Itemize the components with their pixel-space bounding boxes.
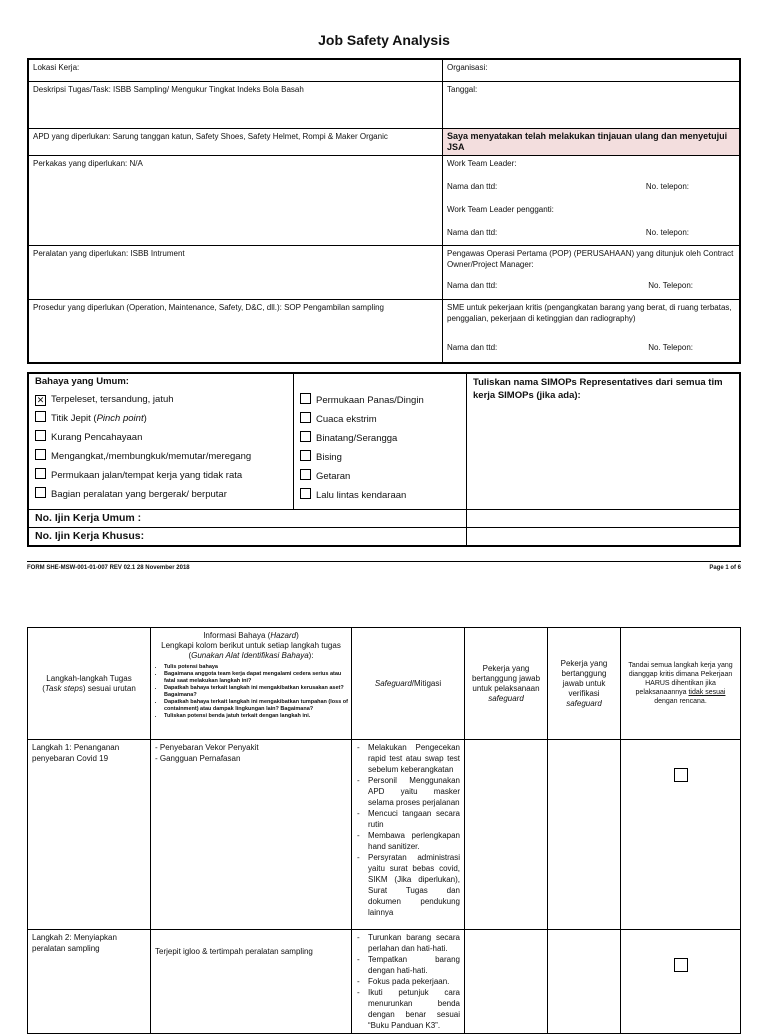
- sme-nama-ttd: Nama dan ttd:: [447, 342, 498, 352]
- left-hazard-item: [35, 430, 287, 444]
- jsa-steps-table: [27, 627, 741, 1034]
- step-2-critical: [621, 930, 741, 1034]
- col-responsible-header: Pekerja yang bertanggung jawab untuk pelaksanaan safeguard: [465, 628, 548, 740]
- page-footer: [27, 565, 741, 571]
- hazard-label: Terpeleset, tersandung, jatuh: [51, 394, 174, 405]
- hazard-checkbox[interactable]: [300, 393, 311, 404]
- wtl-label: Work Team Leader:: [447, 158, 517, 168]
- wtl-sign-row: [447, 181, 735, 192]
- ijin-umum-label: No. Ijin Kerja Umum :: [28, 510, 467, 528]
- tanggal-cell: Tanggal:: [443, 81, 741, 128]
- hazard-label: Permukaan jalan/tempat kerja yang tidak rata: [51, 470, 243, 481]
- mitigation-item: - Membawa perlengkapan hand sanitizer.: [368, 830, 460, 852]
- left-hazard-item: [35, 487, 287, 501]
- step-1-label: Langkah 1: Penanganan penyebaran Covid 19: [28, 740, 151, 930]
- hazard-checkbox[interactable]: [300, 431, 311, 442]
- sme-cell: [443, 299, 741, 363]
- hazard-guidance-item: • Tuliskan potensi benda jatuh terkait dengan langkah ini.: [164, 713, 348, 720]
- perkakas-cell: Perkakas yang diperlukan: N/A: [28, 155, 443, 245]
- col-verifier-header: Pekerja yang bertanggung jawab untuk verifikasi safeguard: [548, 628, 621, 740]
- right-hazard-item: [300, 469, 460, 483]
- hazard-checkbox[interactable]: [35, 449, 46, 460]
- pengawas-no-telepon: No. Telepon:: [648, 280, 693, 290]
- page-number: Page 1 of 6: [709, 565, 741, 571]
- hazard-checkbox[interactable]: [35, 487, 46, 498]
- step-1-verifier[interactable]: [548, 740, 621, 930]
- right-hazard-item: [300, 450, 460, 464]
- hazard-label: Bagian peralatan yang bergerak/ berputar: [51, 489, 227, 500]
- step-1-mitigation: [352, 740, 465, 930]
- step-2-hazard: Terjepit igloo & tertimpah peralatan sampling: [151, 930, 352, 1034]
- hazard-checkbox[interactable]: ✕: [36, 395, 45, 405]
- left-hazard-item: [35, 393, 287, 406]
- hazards-right-col: [294, 390, 467, 510]
- hazard-label: Mengangkat,/membungkuk/memutar/meregang: [51, 451, 252, 462]
- ijin-khusus-value[interactable]: [467, 528, 741, 547]
- mitigation-item: - Fokus pada pekerjaan.: [368, 976, 460, 987]
- hazard-checkbox[interactable]: [300, 450, 311, 461]
- pengawas-nama-ttd: Nama dan ttd:: [447, 280, 498, 290]
- footer-divider: [27, 561, 741, 562]
- hazards-header: Bahaya yang Umum:: [28, 373, 294, 390]
- left-hazard-item: [35, 468, 287, 482]
- step-2-label: Langkah 2: Menyiapkan peralatan sampling: [28, 930, 151, 1034]
- mitigation-item: - Ikuti petunjuk cara menurunkan benda dengan benar sesuai “Buku Panduan K3”.: [368, 987, 460, 1031]
- hazard-guidance-item: • Bagaimana anggota team kerja dapat mengalami cedera serius atau fatal saat melakukan langkah ini?: [164, 671, 348, 685]
- hazard-guidance-item: • Tulis potensi bahaya: [164, 664, 348, 671]
- wtl-pengganti-no-telepon: No. telepon:: [645, 227, 689, 237]
- form-number: FORM SHE-MSW-001-01-007 REV 02.1 28 November 2018: [27, 565, 190, 571]
- col-hazard-header: Informasi Bahaya (Hazard) Lengkapi kolom berikut untuk setiap langkah tugas (Gunakan Alat Identifikasi Bahaya): • Tulis potensi bahaya • Bagaimana anggota team kerja dapat mengalami cedera serius atau fatal saat melakukan langkah ini? • Dapatkah bahaya terkait langkah ini mengakibatkan kerusakan aset? Bagaimana? • Dapatkah bahaya terkait langkah ini mengakibatkan tumpahan (loss of containment) atau dampak lingkungan lain? Bagaimana? • Tuliskan potensi benda jatuh terkait dengan langkah ini.: [151, 628, 352, 740]
- hazards-left-col: [28, 390, 294, 510]
- wtl-no-telepon: No. telepon:: [645, 181, 689, 191]
- mitigation-item: - Turunkan barang secara perlahan dan hati-hati.: [368, 932, 460, 954]
- hazard-guidance-list: [154, 664, 348, 720]
- page-title: Job Safety Analysis: [318, 32, 450, 48]
- hazard-checkbox[interactable]: [35, 411, 46, 422]
- step-1-critical: [621, 740, 741, 930]
- step-1-critical-checkbox[interactable]: [674, 768, 688, 782]
- hazard-label: Getaran: [316, 471, 351, 482]
- step-1-responsible[interactable]: [465, 740, 548, 930]
- col-safeguard-header: Safeguard/Mitigasi: [352, 628, 465, 740]
- wtl-pengganti-nama-ttd: Nama dan ttd:: [447, 227, 498, 237]
- hazard-checkbox[interactable]: [35, 468, 46, 479]
- hazard-label: Cuaca ekstrim: [316, 414, 377, 425]
- right-hazard-item: [300, 431, 460, 445]
- simops-label: Tuliskan nama SIMOPs Representatives dari semua tim kerja SIMOPs (jika ada):: [467, 373, 741, 510]
- hazard-label: Titik Jepit (Pinch point): [51, 413, 147, 424]
- pengawas-cell: [443, 245, 741, 299]
- col-critical-header: Tandai semua langkah kerja yang dianggap kritis dimana Pekerjaan HARUS dihentikan jika pelaksanaannya tidak sesuai dengan rencana.: [621, 628, 741, 740]
- pengawas-sign-row: [447, 280, 735, 291]
- step-1-hazard: - Penyebaran Vekor Penyakit - Gangguan Pernafasan: [151, 740, 352, 930]
- wtl-pengganti-sign-row: [447, 227, 735, 238]
- wtl-pengganti-label: Work Team Leader pengganti:: [447, 204, 554, 214]
- hazard-label: Bising: [316, 452, 342, 463]
- hazard-label: Kurang Pencahayaan: [51, 432, 143, 443]
- hazard-label: Lalu lintas kendaraan: [316, 490, 407, 501]
- left-hazard-item: [35, 449, 287, 463]
- sme-no-telepon: No. Telepon:: [648, 342, 693, 352]
- mitigation-item: - Personil Menggunakan APD yaitu masker selama proses perjalanan: [368, 775, 460, 808]
- ijin-umum-value[interactable]: [467, 510, 741, 528]
- sme-sign-row: [447, 342, 735, 353]
- step-2-verifier[interactable]: [548, 930, 621, 1034]
- hazards-table: [27, 372, 741, 547]
- approval-statement: Saya menyatakan telah melakukan tinjauan ulang dan menyetujui JSA: [443, 128, 741, 155]
- mitigation-item: - Mencuci tangaan secara rutin: [368, 808, 460, 830]
- hazard-guidance-item: • Dapatkah bahaya terkait langkah ini mengakibatkan tumpahan (loss of containment) atau dampak lingkungan lain? Bagaimana?: [164, 699, 348, 713]
- hazard-checkbox[interactable]: [35, 430, 46, 441]
- prosedur-cell: Prosedur yang diperlukan (Operation, Maintenance, Safety, D&C, dll.): SOP Pengambilan sampling: [28, 299, 443, 363]
- left-hazard-item: [35, 411, 287, 425]
- mitigation-item: - Melakukan Pengecekan rapid test atau swap test sebelum keberangkatan: [368, 742, 460, 775]
- lokasi-cell: Lokasi Kerja:: [28, 59, 443, 81]
- col-task-steps-header: Langkah-langkah Tugas (Task steps) sesuai urutan: [28, 628, 151, 740]
- right-hazard-item: [300, 488, 460, 502]
- organisasi-cell: Organisasi:: [443, 59, 741, 81]
- hazard-label: Binatang/Serangga: [316, 433, 398, 444]
- step-2-critical-checkbox[interactable]: [674, 958, 688, 972]
- work-team-leader-cell: [443, 155, 741, 245]
- mitigation-item: - Tempatkan barang dengan hati-hati.: [368, 954, 460, 976]
- apd-cell: APD yang diperlukan: Sarung tanggan katun, Safety Shoes, Safety Helmet, Rompi & Maker Organic: [28, 128, 443, 155]
- hazard-guidance-item: • Dapatkah bahaya terkait langkah ini mengakibatkan kerusakan aset? Bagaimana?: [164, 685, 348, 699]
- hazard-checkbox[interactable]: [300, 412, 311, 423]
- wtl-nama-ttd: Nama dan ttd:: [447, 181, 498, 191]
- info-table: [27, 58, 741, 364]
- mitigation-item: - Persyratan administrasi yaitu surat bebas covid, SIKM (Jika diperlukan), Surat Tugas dan dokumen pendukung lainnya: [368, 852, 460, 918]
- peralatan-cell: Peralatan yang diperlukan: ISBB Intrument: [28, 245, 443, 299]
- ijin-khusus-label: No. Ijin Kerja Khusus:: [28, 528, 467, 547]
- hazard-label: Permukaan Panas/Dingin: [316, 395, 424, 406]
- deskripsi-cell: Deskripsi Tugas/Task: ISBB Sampling/ Mengukur Tingkat Indeks Bola Basah: [28, 81, 443, 128]
- sme-label: SME untuk pekerjaan kritis (pengangkatan barang yang berat, di ruang terbatas, penggalian, pekerjaan di ketinggian dan radiography): [447, 302, 732, 323]
- hazard-checkbox[interactable]: [300, 488, 311, 499]
- step-2-mitigation: [352, 930, 465, 1034]
- step-2-responsible[interactable]: [465, 930, 548, 1034]
- hazard-checkbox[interactable]: [300, 469, 311, 480]
- right-hazard-item: [300, 412, 460, 426]
- pengawas-label: Pengawas Operasi Pertama (POP) (PERUSAHAAN) yang ditunjuk oleh Contract Owner/Project Manager:: [447, 248, 734, 269]
- right-hazard-item: [300, 393, 460, 407]
